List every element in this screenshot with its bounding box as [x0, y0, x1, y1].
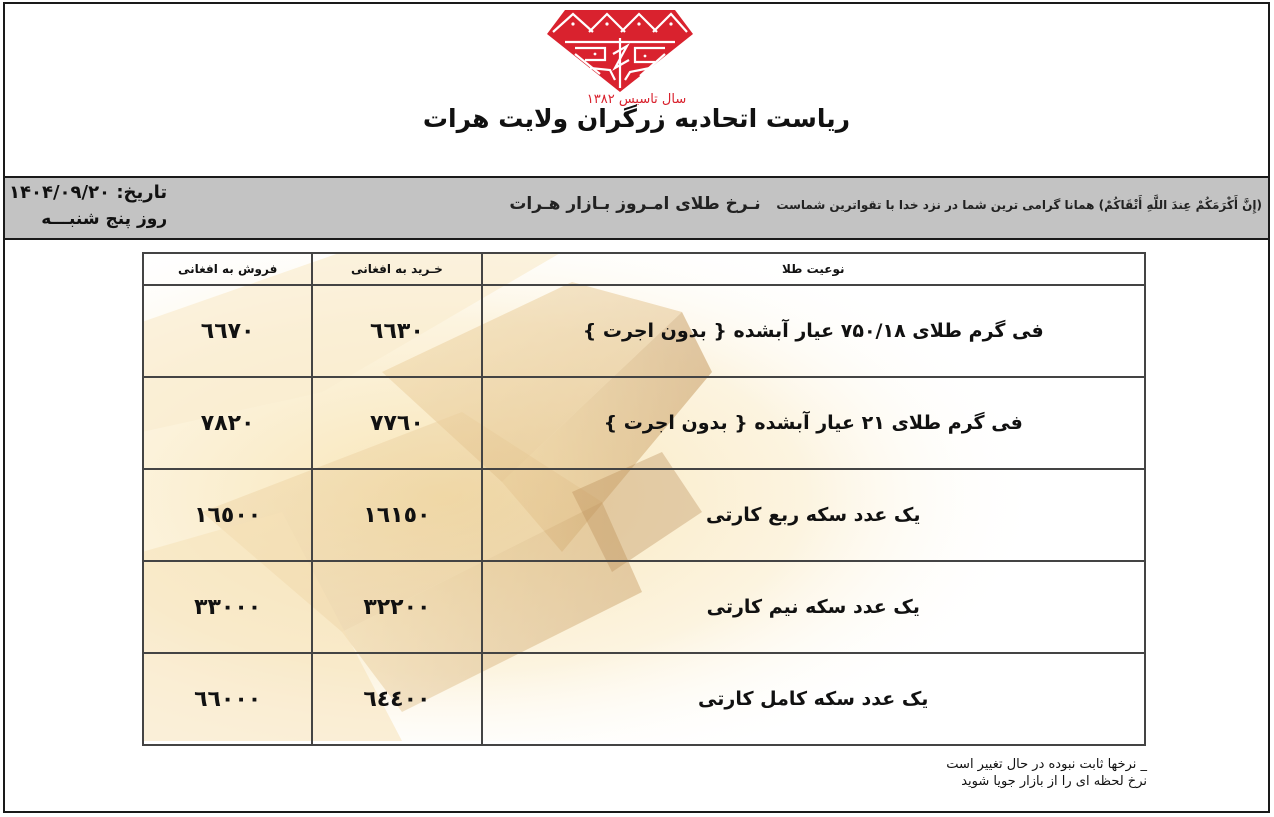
disclaimer-note	[885, 756, 1147, 790]
sell-price-cell: ٦٦٧٠	[143, 285, 312, 377]
gold-type-cell: یک عدد سکه کامل کارتی	[482, 653, 1145, 745]
date-box	[9, 180, 167, 232]
price-table-container	[142, 252, 1146, 741]
buy-price-cell: ٧٧٦٠	[312, 377, 481, 469]
organization-title: ریاست اتحادیه زرگران ولایت هرات	[422, 104, 851, 133]
info-band	[5, 176, 1268, 240]
date-label: تاریخ: ۱۴۰۴/۰۹/۲۰	[9, 182, 168, 203]
disclaimer-line-2: نرخ لحظه ای را از بازار جویا شوید	[961, 774, 1147, 789]
table-row	[143, 469, 1145, 561]
table-row	[143, 653, 1145, 745]
column-header-sell: فروش به افغانی	[143, 253, 312, 285]
table-row	[143, 285, 1145, 377]
buy-price-cell: ١٦١٥٠	[312, 469, 481, 561]
founded-year: سال تاسیس ۱۳۸۲	[586, 92, 687, 107]
quran-verse: (إِنَّ أَكْرَمَكُمْ عِندَ اللَّهِ أَتْقَاكُمْ) همانا گرامی ترین شما در نزد خدا با تقواترین شماست	[776, 198, 1262, 212]
price-table	[142, 252, 1146, 746]
diamond-calligraphy-logo-icon	[545, 8, 695, 94]
buy-price-cell: ٣٢٢٠٠	[312, 561, 481, 653]
sell-price-cell: ٣٣٠٠٠	[143, 561, 312, 653]
table-row	[143, 377, 1145, 469]
gold-type-cell: فی گرم طلای ۷۵۰/۱۸ عیار آبشده { بدون اجرت }	[482, 285, 1145, 377]
table-row	[143, 561, 1145, 653]
sell-price-cell: ٦٦٠٠٠	[143, 653, 312, 745]
day-label: روز پنج شنبـــه	[41, 209, 168, 229]
gold-type-cell: یک عدد سکه نیم کارتی	[482, 561, 1145, 653]
gold-type-cell: فی گرم طلای ۲۱ عیار آبشده { بدون اجرت }	[482, 377, 1145, 469]
buy-price-cell: ٦٤٤٠٠	[312, 653, 481, 745]
page-title: نـرخ طلای امـروز بـازار هـرات	[509, 194, 761, 214]
sell-price-cell: ١٦٥٠٠	[143, 469, 312, 561]
price-sheet	[3, 2, 1270, 813]
disclaimer-line-1: _ نرخها ثابت نبوده در حال تغییر است	[946, 757, 1147, 772]
column-header-buy: خـرید به افغانی	[312, 253, 481, 285]
header	[5, 4, 1268, 176]
table-header-row	[143, 253, 1145, 285]
sell-price-cell: ٧٨٢٠	[143, 377, 312, 469]
gold-type-cell: یک عدد سکه ربع کارتی	[482, 469, 1145, 561]
buy-price-cell: ٦٦٣٠	[312, 285, 481, 377]
column-header-type: نوعیت طلا	[482, 253, 1145, 285]
